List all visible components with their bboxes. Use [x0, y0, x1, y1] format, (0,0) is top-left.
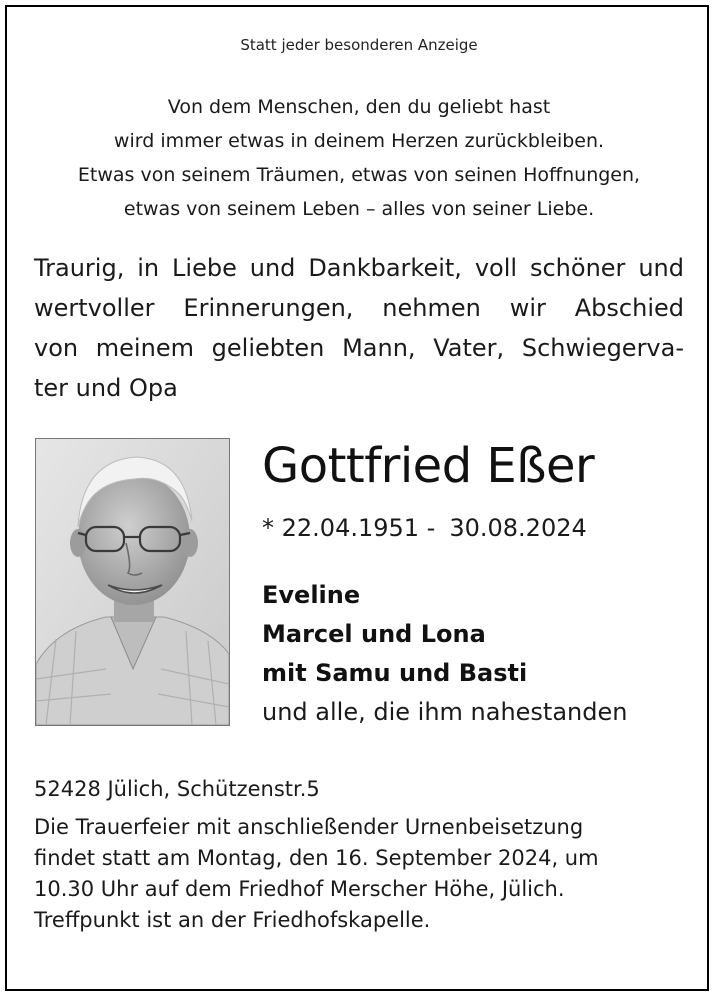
address: 52428 Jülich, Schützenstr.5 — [34, 777, 320, 801]
ceremony-details — [34, 812, 654, 936]
mourners-others: und alle, die ihm nahestanden — [262, 698, 628, 726]
poem-line: etwas von seinem Leben – alles von seiner Liebe. — [123, 198, 595, 220]
poem-line: wird immer etwas in deinem Herzen zurückbleiben. — [113, 130, 605, 152]
ceremony-line: 10.30 Uhr auf dem Friedhof Merscher Höhe, Jülich. — [34, 877, 565, 901]
intro-line: von meinem geliebten Mann, Vater, Schwiegerva- — [34, 334, 684, 362]
intro-text — [34, 248, 684, 408]
intro-line: Traurig, in Liebe und Dankbarkeit, voll schöner und — [34, 254, 684, 282]
poem-line: Von dem Menschen, den du geliebt hast — [167, 96, 551, 118]
header-note: Statt jeder besonderen Anzeige — [240, 36, 478, 54]
ceremony-line: Treffpunkt ist an der Friedhofskapelle. — [34, 908, 431, 932]
ceremony-line: findet statt am Montag, den 16. September 2024, um — [34, 846, 599, 870]
portrait-photo — [35, 438, 230, 726]
intro-line: ter und Opa — [34, 374, 178, 402]
mourner-name: Eveline — [262, 581, 361, 609]
mourners-list — [262, 576, 627, 732]
deceased-name: Gottfried Eßer — [262, 438, 595, 494]
memorial-poem — [0, 90, 718, 226]
portrait-illustration — [36, 439, 229, 725]
death-date: 30.08.2024 — [449, 514, 587, 542]
ceremony-line: Die Trauerfeier mit anschließender Urnenbeisetzung — [34, 815, 584, 839]
life-dates — [262, 510, 587, 546]
mourner-name: Marcel und Lona — [262, 620, 486, 648]
birth-date: * 22.04.1951 - — [262, 514, 436, 542]
poem-line: Etwas von seinem Träumen, etwas von seinen Hoffnungen, — [77, 164, 641, 186]
intro-line: wertvoller Erinnerungen, nehmen wir Abschied — [34, 294, 684, 322]
mourner-name: mit Samu und Basti — [262, 659, 528, 687]
